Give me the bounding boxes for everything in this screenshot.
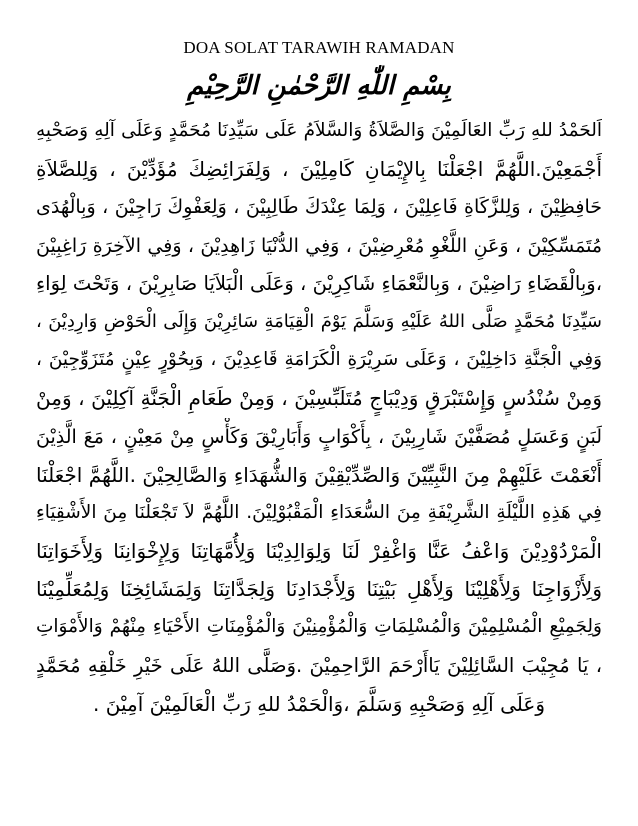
document-title: DOA SOLAT TARAWIH RAMADAN [183, 38, 455, 57]
doa-line: وَمِنْ سُنْدُسٍ وَإِسْتَبْرَقٍ وَدِيْبَاجٍ مُتَلَبِّسِيْنَ ، وَمِنْ طَعَامِ الْجَنَّةِ آكِلِيْنَ ، وَمِنْ [36, 386, 602, 411]
doa-line: أَجْمَعِيْنَ.اللَّهُمَّ اجْعَلْنَا بِالإِيْمَانِ كَامِلِيْنَ ، وَلِفَرَائِضِكَ مُؤَدِّيْنَ ، وَلِلصَّلاَةِ [36, 157, 602, 182]
doa-line: وَعَلَى آلِهِ وَصَحْبِهِ وَسَلَّمَ ،وَالْحَمْدُ للهِ رَبِّ الْعَالَمِيْنَ آمِيْنَ . [93, 691, 545, 716]
doa-line: وَفِي الْجَنَّةِ دَاخِلِيْنَ ، وَعَلَى سَرِيْرَةِ الْكَرَامَةِ قَاعِدِيْنَ ، وَبِحُوْرٍ عِيْنٍ مُتَزَوِّجِيْنَ ، [36, 349, 602, 371]
doa-body [36, 112, 602, 723]
doa-line: سَيِّدِنَا مُحَمَّدٍ صَلَّى اللهُ عَلَيْهِ وَسَلَّمَ يَوْمَ الْقِيَامَةِ سَائِرِيْنَ وَإِلَى الْحَوْضِ وَارِدِيْنَ ، [36, 310, 602, 332]
doa-line: ،وَبِالْقَضَاءِ رَاضِيْنَ ، وَبِالنَّعْمَاءِ شَاكِرِيْنَ ، وَعَلَى الْبَلاَيَا صَابِرِيْنَ ، وَتَحْتَ لِوَاءِ [36, 271, 602, 295]
doa-line: مُتَمَسِّكِيْنَ ، وَعَنِ اللَّغْوِ مُعْرِضِيْنَ ، وَفِي الدُّنْيَا زَاهِدِيْنَ ، وَفِي الآخِرَةِ رَاغِبِيْنَ [36, 234, 602, 257]
basmala-calligraphy: بِسْمِ اللّٰهِ الرَّحْمٰنِ الرَّحِيْمِ [187, 71, 451, 101]
doa-line: لَبَنٍ وَعَسَلٍ مُصَفَّيْنَ شَارِبِيْنَ ، بِأَكْوَابٍ وَأَبَارِيْقَ وَكَأْسٍ مِنْ مَعِيْنٍ ، مَعَ الَّذِيْنَ [36, 425, 602, 448]
doa-line: أَنْعَمْتَ عَلَيْهِمْ مِنَ النَّبِيِّيْنَ وَالصِّدِّيْقِيْنَ وَالشُّهَدَاءِ وَالصَّالِحِيْنَ .اللَّهُمَّ اجْعَلْنَا [36, 462, 602, 487]
doa-line: اَلحَمْدُ للهِ رَبِّ العَالَمِيْنَ وَالصَّلاَةُ وَالسَّلاَمُ عَلَى سَيِّدِنَا مُحَمَّدٍ وَعَلَى آلِهِ وَصَحْبِهِ [36, 120, 602, 141]
doa-line: وَلِجَمِيْعِ الْمُسْلِمِيْنَ وَالْمُسْلِمَاتِ وَالْمُؤْمِنِيْنَ وَالْمُؤْمِنَاتِ الأَحْيَاءِ مِنْهُمْ وَالأَمْوَاتِ [36, 616, 602, 638]
doa-line: الْمَرْدُوْدِيْنَ وَاعْفُ عَنَّا وَاغْفِرْ لَنَا وَلِوَالِدِيْنَا وَلِأُمَّهَاتِنَا وَلِإِخْوَانِنَا وَلِأَخَوَاتِنَا [36, 539, 602, 564]
doa-line: وَلِأَزْوَاجِنَا وَلِأَهْلِيْنَا وَلِأَهْلِ بَيْتِنَا وَلِأَجْدَادِنَا وَلِجَدَّاتِنَا وَلِمَشَائِخِنَا وَلِمُعَلِّمِيْنَا [36, 577, 602, 602]
doa-line: حَافِظِيْنَ ، وَلِلزَّكَاةِ فَاعِلِيْنَ ، وَلِمَا عِنْدَكَ طَالِبِيْنَ ، وَلِعَفْوِكَ رَاجِيْنَ ، وَبِالْهُدَى [36, 196, 602, 219]
doa-line: ، يَا مُجِيْبَ السَّائِلِيْنَ يَاأَرْحَمَ الرَّاحِمِيْنَ .وَصَلَّى اللهُ عَلَى خَيْرِ خَلْقِهِ مُحَمَّدٍ [36, 653, 602, 677]
doa-line: فِي هَذِهِ اللَّيْلَةِ الشَّرِيْفَةِ مِنَ السُّعَدَاءِ الْمَقْبُوْلِيْنَ. اللَّهُمَّ لاَ تَجْعَلْنَا مِنَ الأَشْقِيَاءِ [36, 501, 602, 523]
